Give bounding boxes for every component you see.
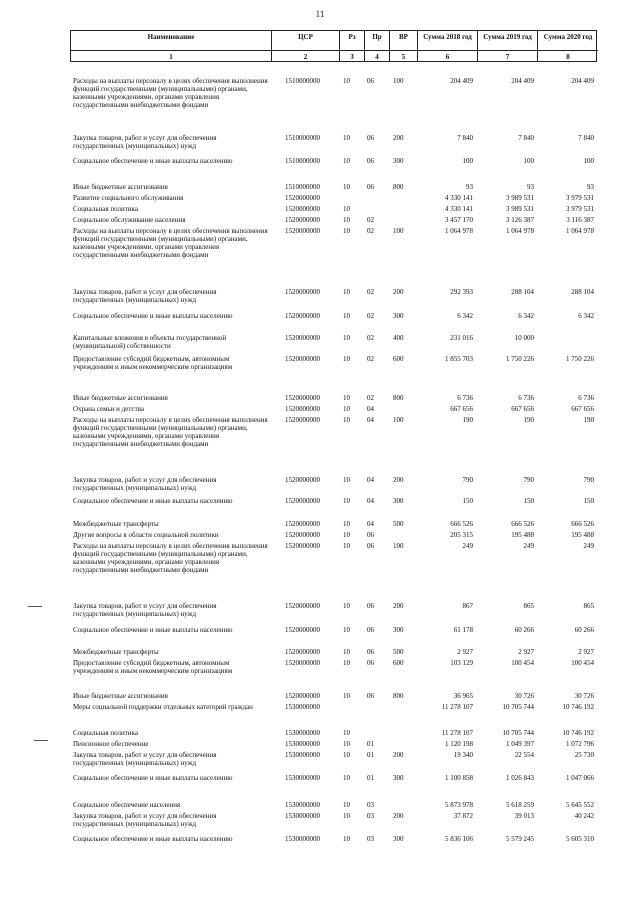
row-pr-cell: 06 — [367, 659, 374, 667]
row-vr-cell: 300 — [393, 157, 404, 165]
row-rz-cell: 10 — [343, 531, 350, 539]
row-sum-2020-cell: 1 064 978 — [566, 227, 594, 235]
row-name-cell: Закупка товаров, работ и услуг для обеспечения государственных (муниципальных) нужд — [73, 476, 217, 492]
row-sum-2019-cell: 204 409 — [511, 77, 534, 85]
row-sum-2018-cell: 1 120 198 — [445, 740, 473, 748]
row-sum-2018-cell: 667 656 — [450, 405, 473, 413]
row-name-cell: Другие вопросы в области социальной политики — [73, 531, 219, 539]
row-csr-cell: 1510000000 — [285, 77, 320, 85]
row-csr-cell: 1520000000 — [285, 405, 320, 413]
row-sum-2018-cell: 6 736 — [457, 394, 473, 402]
header-number: 6 — [445, 53, 450, 61]
row-rz-cell: 10 — [343, 692, 350, 700]
row-sum-2019-cell: 666 526 — [511, 520, 534, 528]
row-name-cell: Закупка товаров, работ и услуг для обеспечения государственных (муниципальных) нужд — [73, 812, 217, 828]
row-name-cell: Расходы на выплаты персоналу в целях обеспечения выполнения функций государственными (муниципальными) органами, казенными учреждениями, органами управления государственными внебюджетными фондами — [73, 227, 268, 259]
row-vr-cell: 200 — [393, 812, 404, 820]
margin-mark — [34, 740, 48, 741]
row-name-cell: Межбюджетные трансферты — [73, 520, 159, 528]
row-sum-2019-cell: 195 488 — [511, 531, 534, 539]
row-sum-2019-cell: 667 656 — [511, 405, 534, 413]
row-sum-2018-cell: 1 855 703 — [445, 355, 473, 363]
header-label: ЦСР — [298, 33, 313, 41]
row-sum-2019-cell: 249 — [523, 542, 534, 550]
row-name-cell: Закупка товаров, работ и услуг для обеспечения государственных (муниципальных) нужд — [73, 602, 217, 618]
row-pr-cell: 04 — [367, 497, 374, 505]
row-rz-cell: 10 — [343, 77, 350, 85]
row-sum-2020-cell: 30 726 — [574, 692, 594, 700]
row-sum-2020-cell: 204 409 — [571, 77, 594, 85]
row-sum-2019-cell: 60 266 — [514, 626, 534, 634]
row-name-cell: Межбюджетные трансферты — [73, 648, 159, 656]
row-rz-cell: 10 — [343, 729, 350, 737]
row-sum-2020-cell: 40 242 — [574, 812, 594, 820]
row-csr-cell: 1520000000 — [285, 416, 320, 424]
row-csr-cell: 1520000000 — [285, 312, 320, 320]
row-csr-cell: 1520000000 — [285, 626, 320, 634]
row-name-cell: Социальное обеспечение населения — [73, 801, 181, 809]
row-vr-cell: 800 — [393, 394, 404, 402]
row-name-cell: Социальное обеспечение и иные выплаты населению — [73, 497, 233, 505]
row-csr-cell: 1530000000 — [285, 774, 320, 782]
row-csr-cell: 1510000000 — [285, 157, 320, 165]
row-csr-cell: 1530000000 — [285, 703, 320, 711]
row-sum-2018-cell: 36 965 — [453, 692, 473, 700]
row-sum-2018-cell: 103 129 — [450, 659, 473, 667]
row-sum-2019-cell: 6 342 — [518, 312, 534, 320]
row-sum-2019-cell: 5 618 259 — [506, 801, 534, 809]
row-csr-cell: 1520000000 — [285, 194, 320, 202]
row-rz-cell: 10 — [343, 416, 350, 424]
row-pr-cell: 06 — [367, 183, 374, 191]
row-name-cell: Социальное обеспечение и иные выплаты населению — [73, 312, 233, 320]
row-name-cell: Социальное обеспечение и иные выплаты населению — [73, 626, 233, 634]
row-sum-2019-cell: 100 454 — [511, 659, 534, 667]
row-name-cell: Социальное обеспечение и иные выплаты населению — [73, 157, 233, 165]
row-vr-cell: 600 — [393, 659, 404, 667]
row-rz-cell: 10 — [343, 520, 350, 528]
row-rz-cell: 10 — [343, 394, 350, 402]
row-csr-cell: 1530000000 — [285, 740, 320, 748]
row-vr-cell: 300 — [393, 774, 404, 782]
row-sum-2020-cell: 249 — [583, 542, 594, 550]
row-pr-cell: 06 — [367, 134, 374, 142]
row-rz-cell: 10 — [343, 355, 350, 363]
row-sum-2018-cell: 204 409 — [450, 77, 473, 85]
row-sum-2020-cell: 100 — [583, 157, 594, 165]
row-rz-cell: 10 — [343, 602, 350, 610]
row-name-cell: Закупка товаров, работ и услуг для обеспечения государственных (муниципальных) нужд — [73, 288, 217, 304]
row-sum-2018-cell: 1 064 978 — [445, 227, 473, 235]
row-pr-cell: 02 — [367, 394, 374, 402]
row-sum-2018-cell: 292 393 — [450, 288, 473, 296]
row-vr-cell: 400 — [393, 334, 404, 342]
row-rz-cell: 10 — [343, 659, 350, 667]
row-csr-cell: 1520000000 — [285, 602, 320, 610]
row-sum-2018-cell: 150 — [462, 497, 473, 505]
row-sum-2019-cell: 865 — [523, 602, 534, 610]
header-number: 3 — [350, 53, 354, 61]
row-sum-2019-cell: 7 840 — [518, 134, 534, 142]
row-vr-cell: 300 — [393, 626, 404, 634]
row-sum-2020-cell: 1 047 066 — [566, 774, 594, 782]
row-name-cell: Иные бюджетные ассигнования — [73, 692, 168, 700]
row-sum-2019-cell: 150 — [523, 497, 534, 505]
row-name-cell: Капитальные вложения в объекты государственной (муниципальной) собственности — [73, 334, 227, 350]
row-csr-cell: 1520000000 — [285, 355, 320, 363]
row-pr-cell: 02 — [367, 227, 374, 235]
row-sum-2019-cell: 100 — [523, 157, 534, 165]
row-rz-cell: 10 — [343, 405, 350, 413]
row-name-cell: Социальная политика — [73, 205, 138, 213]
row-vr-cell: 500 — [393, 520, 404, 528]
row-pr-cell: 04 — [367, 476, 374, 484]
row-pr-cell: 06 — [367, 77, 374, 85]
row-csr-cell: 1530000000 — [285, 801, 320, 809]
row-rz-cell: 10 — [343, 205, 350, 213]
row-pr-cell: 02 — [367, 288, 374, 296]
row-sum-2020-cell: 5 605 310 — [566, 835, 594, 843]
row-sum-2018-cell: 4 330 141 — [445, 194, 473, 202]
row-rz-cell: 10 — [343, 227, 350, 235]
row-name-cell: Социальная политика — [73, 729, 138, 737]
row-vr-cell: 800 — [393, 692, 404, 700]
row-name-cell: Расходы на выплаты персоналу в целях обеспечения выполнения функций государственными (муниципальными) органами, казенными учреждениями, органами управления государственными внебюджетными фондами — [73, 542, 268, 574]
row-sum-2020-cell: 666 526 — [571, 520, 594, 528]
header-label: Сумма 2018 год — [423, 33, 472, 41]
row-pr-cell: 04 — [367, 405, 374, 413]
row-vr-cell: 200 — [393, 134, 404, 142]
header-number: 1 — [169, 53, 173, 61]
header-label: Пр — [372, 33, 382, 41]
row-name-cell: Социальное обеспечение и иные выплаты населению — [73, 774, 233, 782]
row-csr-cell: 1520000000 — [285, 692, 320, 700]
row-vr-cell: 800 — [393, 183, 404, 191]
header-label: Сумма 2019 год — [483, 33, 532, 41]
row-rz-cell: 10 — [343, 774, 350, 782]
row-pr-cell: 04 — [367, 416, 374, 424]
row-csr-cell: 1530000000 — [285, 812, 320, 820]
row-pr-cell: 01 — [367, 751, 374, 759]
row-pr-cell: 06 — [367, 157, 374, 165]
row-csr-cell: 1530000000 — [285, 751, 320, 759]
row-sum-2018-cell: 867 — [462, 602, 473, 610]
row-sum-2018-cell: 249 — [462, 542, 473, 550]
row-pr-cell: 02 — [367, 355, 374, 363]
row-rz-cell: 10 — [343, 626, 350, 634]
row-sum-2018-cell: 2 927 — [457, 648, 473, 656]
row-sum-2018-cell: 100 — [462, 157, 473, 165]
row-sum-2019-cell: 10 705 744 — [502, 703, 534, 711]
row-csr-cell: 1520000000 — [285, 227, 320, 235]
row-pr-cell: 01 — [367, 774, 374, 782]
row-sum-2018-cell: 11 278 107 — [441, 703, 473, 711]
row-vr-cell: 300 — [393, 835, 404, 843]
row-pr-cell: 03 — [367, 801, 374, 809]
row-name-cell: Предоставление субсидий бюджетным, автономным учреждениям и иным некоммерческим организациям — [73, 659, 233, 675]
row-sum-2020-cell: 6 342 — [578, 312, 594, 320]
header-number: 8 — [566, 53, 570, 61]
row-sum-2020-cell: 1 750 226 — [566, 355, 594, 363]
header-label: Наименование — [147, 33, 195, 41]
row-pr-cell: 04 — [367, 520, 374, 528]
row-name-cell: Закупка товаров, работ и услуг для обеспечения государственных (муниципальных) нужд — [73, 134, 217, 150]
row-csr-cell: 1520000000 — [285, 497, 320, 505]
row-pr-cell: 03 — [367, 812, 374, 820]
row-sum-2019-cell: 288 104 — [511, 288, 534, 296]
row-sum-2020-cell: 790 — [583, 476, 594, 484]
page-number: 11 — [315, 9, 325, 19]
row-sum-2020-cell: 1 072 796 — [566, 740, 594, 748]
row-name-cell: Меры социальной поддержки отдельных категорий граждан — [73, 703, 253, 711]
row-sum-2019-cell: 3 126 387 — [506, 216, 534, 224]
row-rz-cell: 10 — [343, 835, 350, 843]
row-rz-cell: 10 — [343, 751, 350, 759]
row-sum-2018-cell: 231 016 — [450, 334, 473, 342]
row-vr-cell: 500 — [393, 648, 404, 656]
row-name-cell: Социальное обеспечение и иные выплаты населению — [73, 835, 233, 843]
row-pr-cell: 06 — [367, 692, 374, 700]
row-sum-2019-cell: 10 000 — [514, 334, 534, 342]
row-pr-cell: 06 — [367, 542, 374, 550]
row-csr-cell: 1520000000 — [285, 476, 320, 484]
row-sum-2020-cell: 195 488 — [571, 531, 594, 539]
row-sum-2019-cell: 1 750 226 — [506, 355, 534, 363]
row-sum-2020-cell: 2 927 — [578, 648, 594, 656]
row-csr-cell: 1520000000 — [285, 648, 320, 656]
row-csr-cell: 1520000000 — [285, 542, 320, 550]
row-sum-2020-cell: 7 840 — [578, 134, 594, 142]
row-name-cell: Развитие социального обслуживания — [73, 194, 184, 202]
row-rz-cell: 10 — [343, 334, 350, 342]
row-sum-2020-cell: 60 266 — [574, 626, 594, 634]
row-sum-2018-cell: 190 — [462, 416, 473, 424]
row-csr-cell: 1520000000 — [285, 216, 320, 224]
row-rz-cell: 10 — [343, 648, 350, 656]
row-rz-cell: 10 — [343, 157, 350, 165]
header-number: 7 — [505, 53, 510, 61]
row-sum-2019-cell: 3 989 531 — [506, 194, 534, 202]
row-rz-cell: 10 — [343, 183, 350, 191]
header-number: 4 — [375, 53, 379, 61]
header-label: ВР — [399, 33, 408, 41]
row-vr-cell: 300 — [393, 497, 404, 505]
row-pr-cell: 06 — [367, 648, 374, 656]
row-sum-2018-cell: 37 872 — [453, 812, 473, 820]
row-csr-cell: 1520000000 — [285, 205, 320, 213]
row-sum-2019-cell: 1 026 843 — [506, 774, 534, 782]
row-vr-cell: 200 — [393, 751, 404, 759]
row-sum-2018-cell: 5 873 978 — [445, 801, 473, 809]
row-vr-cell: 200 — [393, 476, 404, 484]
row-pr-cell: 01 — [367, 740, 374, 748]
row-rz-cell: 10 — [343, 740, 350, 748]
row-csr-cell: 1520000000 — [285, 288, 320, 296]
row-vr-cell: 300 — [393, 312, 404, 320]
row-name-cell: Охрана семьи и детства — [73, 405, 144, 413]
row-sum-2020-cell: 288 104 — [571, 288, 594, 296]
row-vr-cell: 200 — [393, 288, 404, 296]
row-rz-cell: 10 — [343, 812, 350, 820]
row-rz-cell: 10 — [343, 312, 350, 320]
row-sum-2020-cell: 3 979 531 — [566, 194, 594, 202]
row-sum-2019-cell: 30 726 — [514, 692, 534, 700]
row-csr-cell: 1520000000 — [285, 520, 320, 528]
row-sum-2018-cell: 7 840 — [457, 134, 473, 142]
row-sum-2018-cell: 1 100 858 — [445, 774, 473, 782]
row-sum-2020-cell: 25 730 — [574, 751, 594, 759]
row-sum-2018-cell: 93 — [466, 183, 473, 191]
row-sum-2019-cell: 39 013 — [514, 812, 534, 820]
row-name-cell: Иные бюджетные ассигнования — [73, 394, 168, 402]
row-vr-cell: 100 — [393, 542, 404, 550]
row-rz-cell: 10 — [343, 134, 350, 142]
row-pr-cell: 02 — [367, 312, 374, 320]
row-vr-cell: 200 — [393, 602, 404, 610]
row-sum-2019-cell: 5 579 245 — [506, 835, 534, 843]
row-rz-cell: 10 — [343, 288, 350, 296]
row-sum-2018-cell: 11 278 107 — [441, 729, 473, 737]
row-sum-2019-cell: 6 736 — [518, 394, 534, 402]
row-pr-cell: 02 — [367, 216, 374, 224]
row-sum-2020-cell: 100 454 — [571, 659, 594, 667]
row-name-cell: Социальное обслуживание населения — [73, 216, 186, 224]
row-name-cell: Иные бюджетные ассигнования — [73, 183, 168, 191]
row-name-cell: Пенсионное обеспечение — [73, 740, 149, 748]
row-pr-cell: 06 — [367, 626, 374, 634]
row-name-cell: Предоставление субсидий бюджетным, автономным учреждениям и иным некоммерческим организациям — [73, 355, 233, 371]
row-vr-cell: 100 — [393, 416, 404, 424]
row-sum-2019-cell: 10 705 744 — [502, 729, 534, 737]
row-sum-2018-cell: 790 — [462, 476, 473, 484]
header-number: 5 — [401, 53, 406, 61]
row-sum-2018-cell: 3 457 170 — [445, 216, 473, 224]
row-rz-cell: 10 — [343, 476, 350, 484]
row-sum-2020-cell: 3 116 387 — [566, 216, 594, 224]
row-sum-2020-cell: 3 979 531 — [566, 205, 594, 213]
row-sum-2020-cell: 667 656 — [571, 405, 594, 413]
header-label: Рз — [348, 33, 356, 41]
row-sum-2019-cell: 93 — [527, 183, 534, 191]
header-label: Сумма 2020 год — [543, 33, 593, 41]
row-name-cell: Закупка товаров, работ и услуг для обеспечения государственных (муниципальных) нужд — [73, 751, 217, 767]
row-vr-cell: 100 — [393, 227, 404, 235]
row-sum-2018-cell: 61 178 — [453, 626, 473, 634]
row-sum-2020-cell: 10 746 192 — [562, 703, 594, 711]
row-sum-2019-cell: 22 554 — [514, 751, 534, 759]
row-sum-2019-cell: 790 — [523, 476, 534, 484]
row-pr-cell: 06 — [367, 602, 374, 610]
row-csr-cell: 1520000000 — [285, 394, 320, 402]
row-vr-cell: 100 — [393, 77, 404, 85]
row-name-cell: Расходы на выплаты персоналу в целях обеспечения выполнения функций государственными (муниципальными) органами, казенными учреждениями, органами управления государственными внебюджетными фондами — [73, 77, 268, 109]
row-sum-2020-cell: 190 — [583, 416, 594, 424]
row-sum-2019-cell: 3 989 531 — [506, 205, 534, 213]
row-csr-cell: 1520000000 — [285, 531, 320, 539]
row-sum-2020-cell: 150 — [583, 497, 594, 505]
row-pr-cell: 02 — [367, 334, 374, 342]
row-rz-cell: 10 — [343, 801, 350, 809]
row-csr-cell: 1530000000 — [285, 835, 320, 843]
row-sum-2020-cell: 93 — [587, 183, 594, 191]
row-sum-2020-cell: 10 746 192 — [562, 729, 594, 737]
row-sum-2018-cell: 4 330 141 — [445, 205, 473, 213]
row-sum-2018-cell: 5 836 106 — [445, 835, 473, 843]
row-csr-cell: 1520000000 — [285, 334, 320, 342]
margin-mark — [28, 606, 42, 607]
row-rz-cell: 10 — [343, 497, 350, 505]
row-sum-2018-cell: 205 315 — [450, 531, 473, 539]
row-rz-cell: 10 — [343, 216, 350, 224]
row-sum-2019-cell: 1 049 397 — [506, 740, 534, 748]
row-name-cell: Расходы на выплаты персоналу в целях обеспечения выполнения функций государственными (муниципальными) органами, казенными учреждениями, органами управления государственными внебюджетными фондами — [73, 416, 268, 448]
row-vr-cell: 600 — [393, 355, 404, 363]
row-sum-2019-cell: 190 — [523, 416, 534, 424]
row-csr-cell: 1520000000 — [285, 659, 320, 667]
row-sum-2020-cell: 865 — [583, 602, 594, 610]
row-sum-2020-cell: 5 645 552 — [566, 801, 594, 809]
row-csr-cell: 1510000000 — [285, 183, 320, 191]
row-sum-2018-cell: 6 342 — [457, 312, 473, 320]
row-csr-cell: 1510000000 — [285, 134, 320, 142]
row-csr-cell: 1530000000 — [285, 729, 320, 737]
row-sum-2018-cell: 19 340 — [453, 751, 473, 759]
row-sum-2020-cell: 6 736 — [578, 394, 594, 402]
row-sum-2018-cell: 666 526 — [450, 520, 473, 528]
row-sum-2019-cell: 1 064 978 — [506, 227, 534, 235]
row-rz-cell: 10 — [343, 542, 350, 550]
row-pr-cell: 06 — [367, 531, 374, 539]
row-sum-2019-cell: 2 927 — [518, 648, 534, 656]
header-number: 2 — [303, 53, 308, 61]
row-pr-cell: 03 — [367, 835, 374, 843]
